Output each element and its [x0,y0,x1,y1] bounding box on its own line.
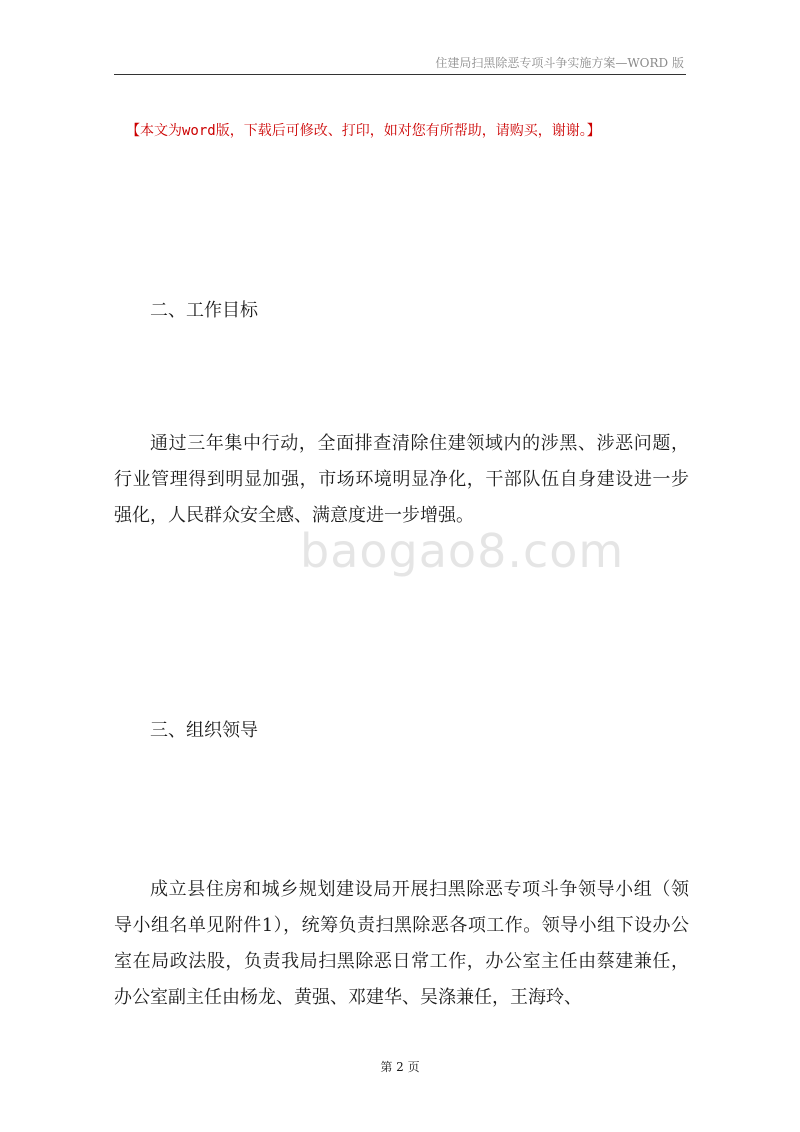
page-number: 第 2 页 [380,1060,420,1074]
section-heading-leadership: 三、组织领导 [150,720,258,741]
section-paragraph-leadership: 成立县住房和城乡规划建设局开展扫黑除恶专项斗争领导小组（领导小组名单见附件1），统筹负责扫黑除恶各项工作。领导小组下设办公室在局政法股，负责我局扫黑除恶日常工作，办公室主任由蔡建兼任，办公室副主任由杨龙、黄强、邓建华、吴涤兼任，王海玲、 [114,879,689,1008]
document-header-title: 住建局扫黑除恶专项斗争实施方案—WORD 版 [435,56,684,70]
purchase-notice: 【本文为word版，下载后可修改、打印，如对您有所帮助，请购买，谢谢。】 [126,123,601,139]
section-heading-goals: 二、工作目标 [150,300,258,321]
header-divider [114,74,686,75]
watermark: baogao8.com [300,524,625,578]
section-paragraph-goals: 通过三年集中行动，全面排查清除住建领域内的涉黑、涉恶问题，行业管理得到明显加强，市场环境明显净化，干部队伍自身建设进一步强化，人民群众安全感、满意度进一步增强。 [114,433,689,526]
